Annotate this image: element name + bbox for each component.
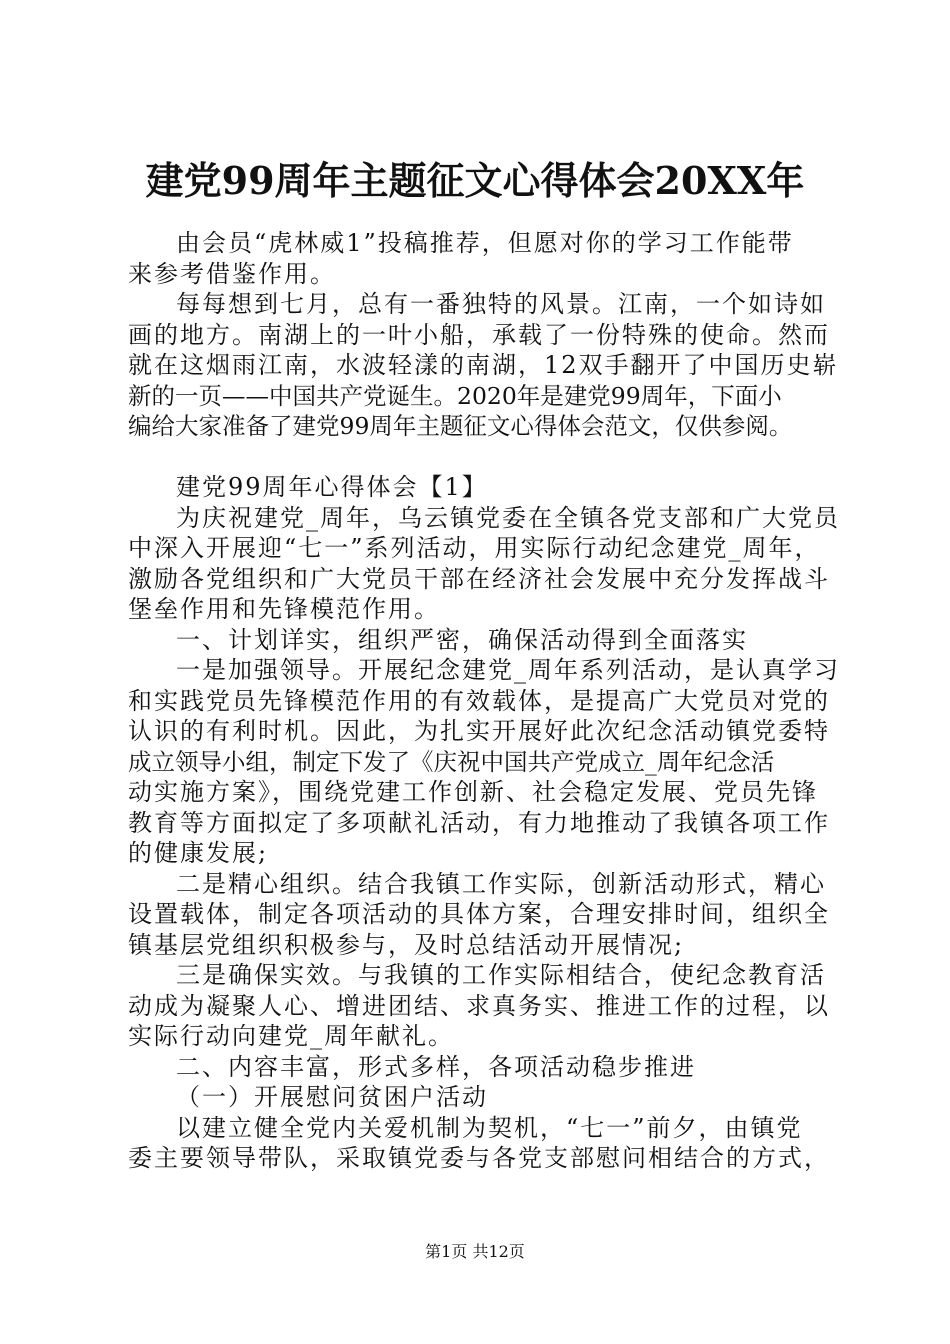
paragraph-line: 每每想到七月，总有一番独特的风景。江南，一个如诗如	[176, 290, 826, 318]
paragraph-line: 和实践党员先锋模范作用的有效载体，是提高广大党员对党的	[128, 686, 830, 715]
paragraph-line: 激励各党组织和广大党员干部在经济社会发展中充分发挥战斗	[128, 564, 830, 593]
paragraph-line: 画的地方。南湖上的一叶小船，承载了一份特殊的使命。然而	[128, 320, 830, 349]
paragraph-line: 动成为凝聚人心、增进团结、求真务实、推进工作的过程，以	[128, 991, 830, 1020]
document-body	[128, 228, 840, 1174]
subheading-line: 一、计划详实，组织严密，确保活动得到全面落实	[176, 625, 748, 654]
paragraph-line: 堡垒作用和先锋模范作用。	[128, 595, 440, 623]
paragraph-line: 动实施方案》，围绕党建工作创新、社会稳定发展、党员先锋	[128, 778, 818, 806]
paragraph-line: 就在这烟雨江南，水波轻漾的南湖，12双手翻开了中国历史崭	[128, 351, 839, 379]
section-heading: 建党99周年心得体会【1】	[176, 473, 488, 501]
paragraph-line: 三是确保实效。与我镇的工作实际相结合，使纪念教育活	[176, 961, 826, 989]
paragraph-line: 的健康发展;	[128, 839, 269, 867]
paragraph-line: 教育等方面拟定了多项献礼活动，有力地推动了我镇各项工作	[128, 808, 830, 837]
document-title: 建党99周年主题征文心得体会20XX年	[145, 158, 805, 203]
paragraph-line: 新的一页——中国共产党诞生。2020年是建党99周年，下面小	[128, 381, 782, 410]
subheading-line: 二、内容丰富，形式多样，各项活动稳步推进	[176, 1052, 696, 1081]
paragraph-line: 实际行动向建党_周年献礼。	[128, 1022, 454, 1050]
paragraph-line: 委主要领导带队，采取镇党委与各党支部慰问相结合的方式，	[128, 1144, 830, 1172]
paragraph-line: 认识的有利时机。因此，为扎实开展好此次纪念活动镇党委特	[128, 717, 830, 745]
paragraph-line: 成立领导小组，制定下发了《庆祝中国共产党成立_周年纪念活	[128, 747, 775, 776]
blank-line	[128, 442, 840, 473]
page-number-footer: 第1页 共12页	[425, 1242, 525, 1261]
paragraph-line: 编给大家准备了建党99周年主题征文心得体会范文，仅供参阅。	[128, 412, 793, 440]
paragraph-line: 一是加强领导。开展纪念建党_周年系列活动，是认真学习	[176, 656, 840, 684]
paragraph-line: 设置载体，制定各项活动的具体方案，合理安排时间，组织全	[128, 900, 830, 928]
paragraph-line: 中深入开展迎“七一”系列活动，用实际行动纪念建党_周年，	[128, 534, 821, 562]
subheading-line: （一）开展慰问贫困户活动	[176, 1083, 488, 1111]
paragraph-line: 以建立健全党内关爱机制为契机，“七一”前夕，由镇党	[176, 1113, 803, 1142]
paragraph-line: 为庆祝建党_周年，乌云镇党委在全镇各党支部和广大党员	[176, 503, 840, 532]
paragraph-line: 镇基层党组织积极参与，及时总结活动开展情况;	[128, 930, 685, 959]
paragraph-line: 二是精心组织。结合我镇工作实际，创新活动形式，精心	[176, 869, 826, 898]
paragraph-line: 来参考借鉴作用。	[128, 259, 336, 288]
paragraph-line: 由会员“虎林威1”投稿推荐，但愿对你的学习工作能带	[176, 229, 794, 257]
